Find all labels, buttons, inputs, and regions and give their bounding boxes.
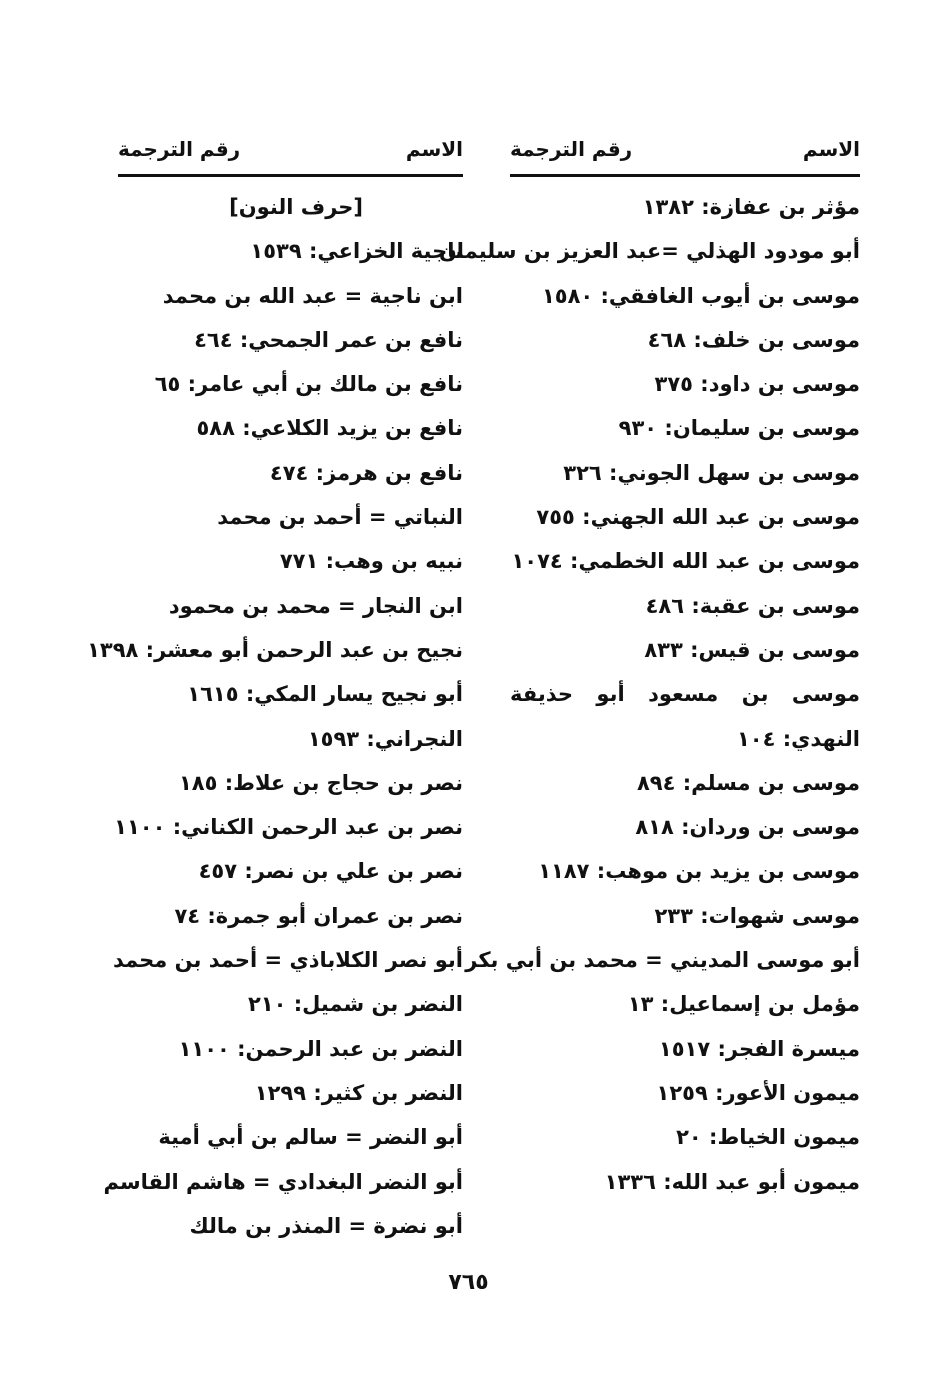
list-item: أبو نصر الكلاباذي = أحمد بن محمد — [112, 948, 463, 973]
list-item: ميسرة الفجر: ١٥١٧ — [658, 1036, 860, 1061]
list-item: نجيح بن عبد الرحمن أبو معشر: ١٣٩٨ — [87, 637, 463, 662]
page-number: ٧٦٥ — [448, 1270, 489, 1295]
list-item: ابن ناجية = عبد الله بن محمد — [162, 283, 463, 308]
list-item: نافع بن هرمز: ٤٧٤ — [269, 460, 463, 485]
list-item: نصر بن علي بن نصر: ٤٥٧ — [198, 859, 463, 884]
list-item: أبو نضرة = المنذر بن مالك — [189, 1213, 463, 1238]
list-item: أبو نجيح يسار المكي: ١٦١٥ — [187, 682, 463, 707]
list-item: النضر بن عبد الرحمن: ١١٠٠ — [178, 1036, 463, 1061]
list-item: النجراني: ١٥٩٣ — [307, 726, 463, 751]
list-item: نبيه بن وهب: ٧٧١ — [279, 549, 463, 574]
list-item: ناجية الخزاعي: ١٥٣٩ — [250, 239, 463, 264]
right-column-header — [510, 130, 860, 168]
left-header-rule — [118, 174, 463, 177]
right-header-number: رقم الترجمة — [510, 137, 633, 161]
left-column — [87, 130, 463, 1248]
list-item: مؤمل بن إسماعيل: ١٣ — [627, 992, 860, 1017]
list-item: النباتي = أحمد بن محمد — [217, 505, 463, 530]
list-item: ميمون أبو عبد الله: ١٣٣٦ — [604, 1169, 860, 1194]
right-column — [438, 130, 860, 1204]
list-item: نصر بن عبد الرحمن الكناني: ١١٠٠ — [114, 815, 463, 840]
list-item: موسى بن وردان: ٨١٨ — [635, 815, 860, 840]
list-item: نافع بن عمر الجمحي: ٤٦٤ — [194, 327, 463, 352]
list-item: موسى بن أيوب الغافقي: ١٥٨٠ — [541, 283, 860, 308]
left-header-name: الاسم — [405, 137, 463, 161]
left-entries-list — [87, 185, 463, 1248]
list-item: نصر بن عمران أبو جمرة: ٧٤ — [174, 903, 463, 928]
list-item: أبو موسى المديني = محمد بن أبي بكر — [465, 948, 860, 973]
left-column-header — [118, 130, 463, 168]
list-item: موسى بن عبد الله الخطمي: ١٠٧٤ — [511, 549, 860, 574]
list-item: نصر بن حجاج بن علاط: ١٨٥ — [178, 770, 463, 795]
list-item: نافع بن مالك بن أبي عامر: ٦٥ — [154, 372, 463, 397]
list-item: ميمون الأعور: ١٢٥٩ — [656, 1080, 860, 1105]
list-item: أبو النضر البغدادي = هاشم القاسم — [103, 1169, 463, 1194]
list-item: أبو النضر = سالم بن أبي أمية — [158, 1125, 463, 1150]
list-item: النضر بن كثير: ١٢٩٩ — [254, 1080, 463, 1105]
list-item: موسى بن يزيد بن موهب: ١١٨٧ — [538, 859, 860, 884]
list-item: ميمون الخياط: ٢٠ — [676, 1125, 860, 1150]
right-header-rule — [510, 174, 860, 177]
list-item: موسى شهوات: ٢٣٣ — [654, 903, 860, 928]
list-item: موسى بن داود: ٣٧٥ — [654, 372, 860, 397]
list-item: موسى بن عبد الله الجهني: ٧٥٥ — [536, 505, 860, 530]
right-entries-list — [438, 185, 860, 1204]
list-item: نافع بن يزيد الكلاعي: ٥٨٨ — [196, 416, 463, 441]
left-header-number: رقم الترجمة — [118, 137, 241, 161]
list-item: موسى بن سهل الجوني: ٣٢٦ — [563, 460, 860, 485]
list-item: موسى بن مسعود أبو حذيفة النهدي: ١٠٤ — [510, 682, 860, 751]
section-title: [حرف النون] — [229, 195, 363, 219]
list-item: موسى بن عقبة: ٤٨٦ — [645, 593, 860, 618]
list-item: ابن النجار = محمد بن محمود — [168, 593, 463, 618]
list-item: النضر بن شميل: ٢١٠ — [247, 992, 463, 1017]
right-header-name: الاسم — [802, 137, 860, 161]
list-item: موسى بن قيس: ٨٣٣ — [644, 637, 860, 662]
list-item: موسى بن خلف: ٤٦٨ — [647, 327, 860, 352]
list-item: موسى بن سليمان: ٩٣٠ — [618, 416, 860, 441]
list-item: أبو مودود الهذلي =عبد العزيز بن سليمان — [438, 239, 860, 264]
list-item: موسى بن مسلم: ٨٩٤ — [636, 770, 860, 795]
list-item: مؤثر بن عفازة: ١٣٨٢ — [642, 195, 860, 219]
